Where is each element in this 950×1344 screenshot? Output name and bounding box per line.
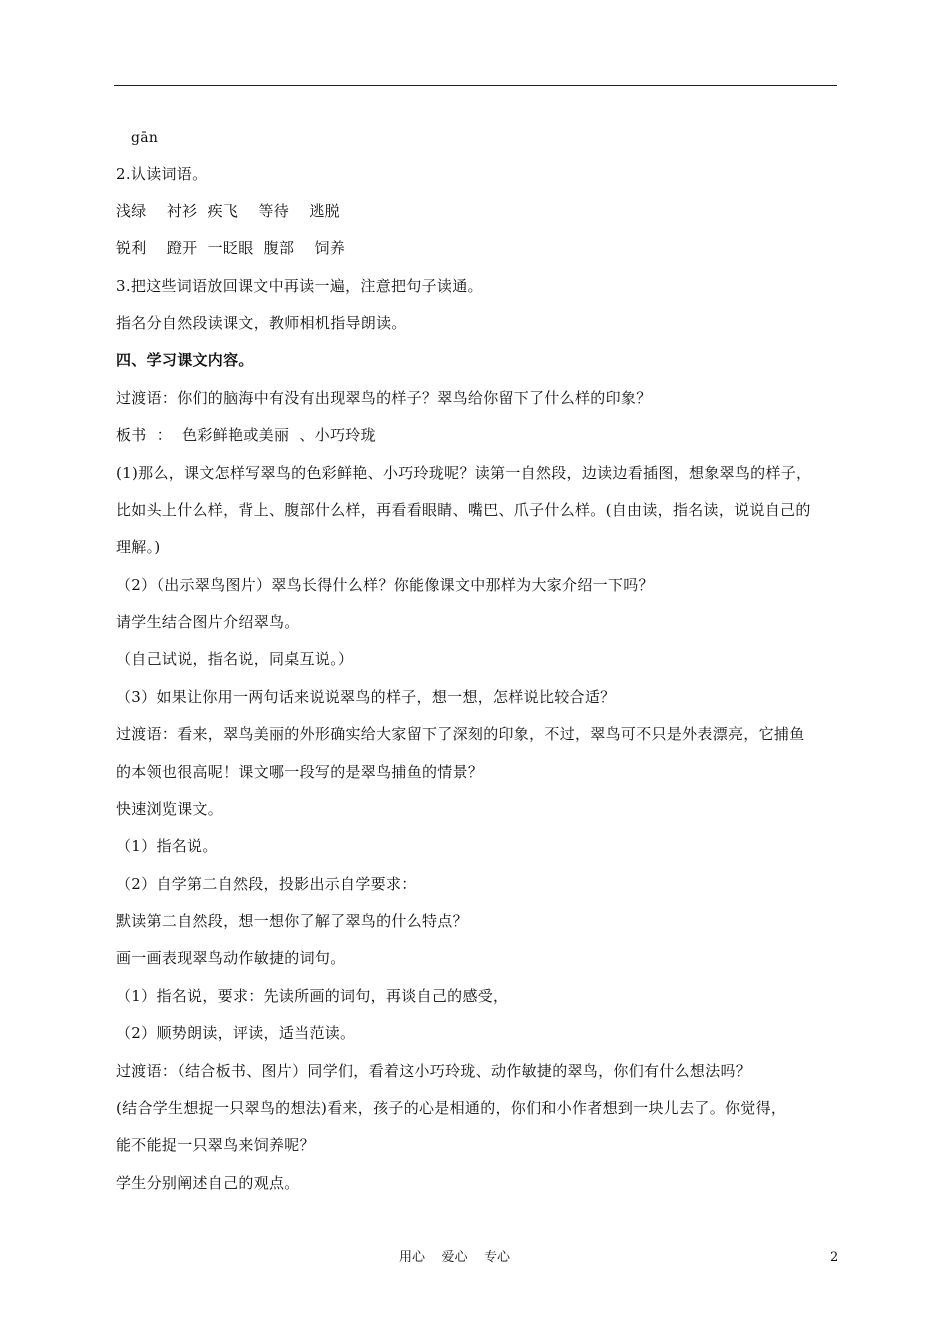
- paragraph-text: 默读第二自然段，想一想你了解了翠鸟的什么特点？: [116, 912, 468, 930]
- word-list-row-1: 浅绿 衬衫 疾飞 等待 逃脱: [116, 202, 340, 220]
- paragraph-text: 的本领也很高呢！课文哪一段写的是翠鸟捕鱼的情景？: [116, 763, 484, 781]
- header-rule: [114, 85, 837, 86]
- paragraph-text: （2）顺势朗读，评读，适当范读。: [116, 1024, 356, 1042]
- step-3-heading: 3.把这些词语放回课文中再读一遍，注意把句子读通。: [116, 277, 483, 295]
- paragraph-text: (结合学生想捉一只翠鸟的想法)看来，孩子的心是相通的，你们和小作者想到一块儿去了。你觉得，: [116, 1099, 787, 1117]
- page-number: 2: [830, 1250, 839, 1265]
- paragraph-text: 比如头上什么样，背上、腹部什么样，再看看眼睛、嘴巴、爪子什么样。(自由读，指名读，说说自己的: [116, 501, 811, 519]
- paragraph-text: 请学生结合图片介绍翠鸟。: [116, 613, 300, 631]
- paragraph-text: 过渡语：你们的脑海中有没有出现翠鸟的样子？翠鸟给你留下了什么样的印象？: [116, 389, 652, 407]
- paragraph-text: 理解。): [116, 538, 161, 556]
- paragraph-text: 学生分别阐述自己的观点。: [116, 1174, 300, 1192]
- paragraph-text: 指名分自然段读课文，教师相机指导朗读。: [116, 314, 407, 332]
- paragraph-text: (1)那么，课文怎样写翠鸟的色彩鲜艳、小巧玲珑呢？读第一自然段，边读边看插图，想象翠鸟的样子，: [116, 464, 812, 482]
- word-list-row-2: 锐利 蹬开 一眨眼 腹部 饲养: [116, 239, 346, 257]
- paragraph-text: （1）指名说，要求：先读所画的词句，再谈自己的感受，: [116, 987, 509, 1005]
- section-heading: 四、学习课文内容。: [116, 351, 254, 369]
- paragraph-text: （3）如果让你用一两句话来说说翠鸟的样子，想一想，怎样说比较合适？: [116, 688, 616, 706]
- paragraph-text: 快速浏览课文。: [116, 800, 224, 818]
- footer-motto: 用心 爱心 专心: [399, 1250, 511, 1265]
- paragraph-text: 能不能捉一只翠鸟来饲养呢？: [116, 1136, 315, 1154]
- paragraph-text: （自己试说，指名说，同桌互说。）: [116, 650, 354, 668]
- paragraph-text: 过渡语：（结合板书、图片）同学们，看着这小巧玲珑、动作敏捷的翠鸟，你们有什么想法吗？: [116, 1062, 752, 1080]
- paragraph-text: （1）指名说。: [116, 837, 218, 855]
- paragraph-text: 过渡语：看来，翠鸟美丽的外形确实给大家留下了深刻的印象，不过，翠鸟可不只是外表漂亮，它捕鱼: [116, 725, 805, 743]
- paragraph-text: 画一画表现翠鸟动作敏捷的词句。: [116, 949, 346, 967]
- pinyin-annotation: gān: [131, 130, 159, 146]
- blackboard-notes: 板书 ： 色彩鲜艳或美丽 、小巧玲珑: [116, 426, 376, 444]
- paragraph-text: （2）自学第二自然段，投影出示自学要求：: [116, 875, 417, 893]
- paragraph-text: （2）（出示翠鸟图片）翠鸟长得什么样？你能像课文中那样为大家介绍一下吗？: [116, 576, 654, 594]
- step-2-heading: 2.认读词语。: [116, 165, 208, 183]
